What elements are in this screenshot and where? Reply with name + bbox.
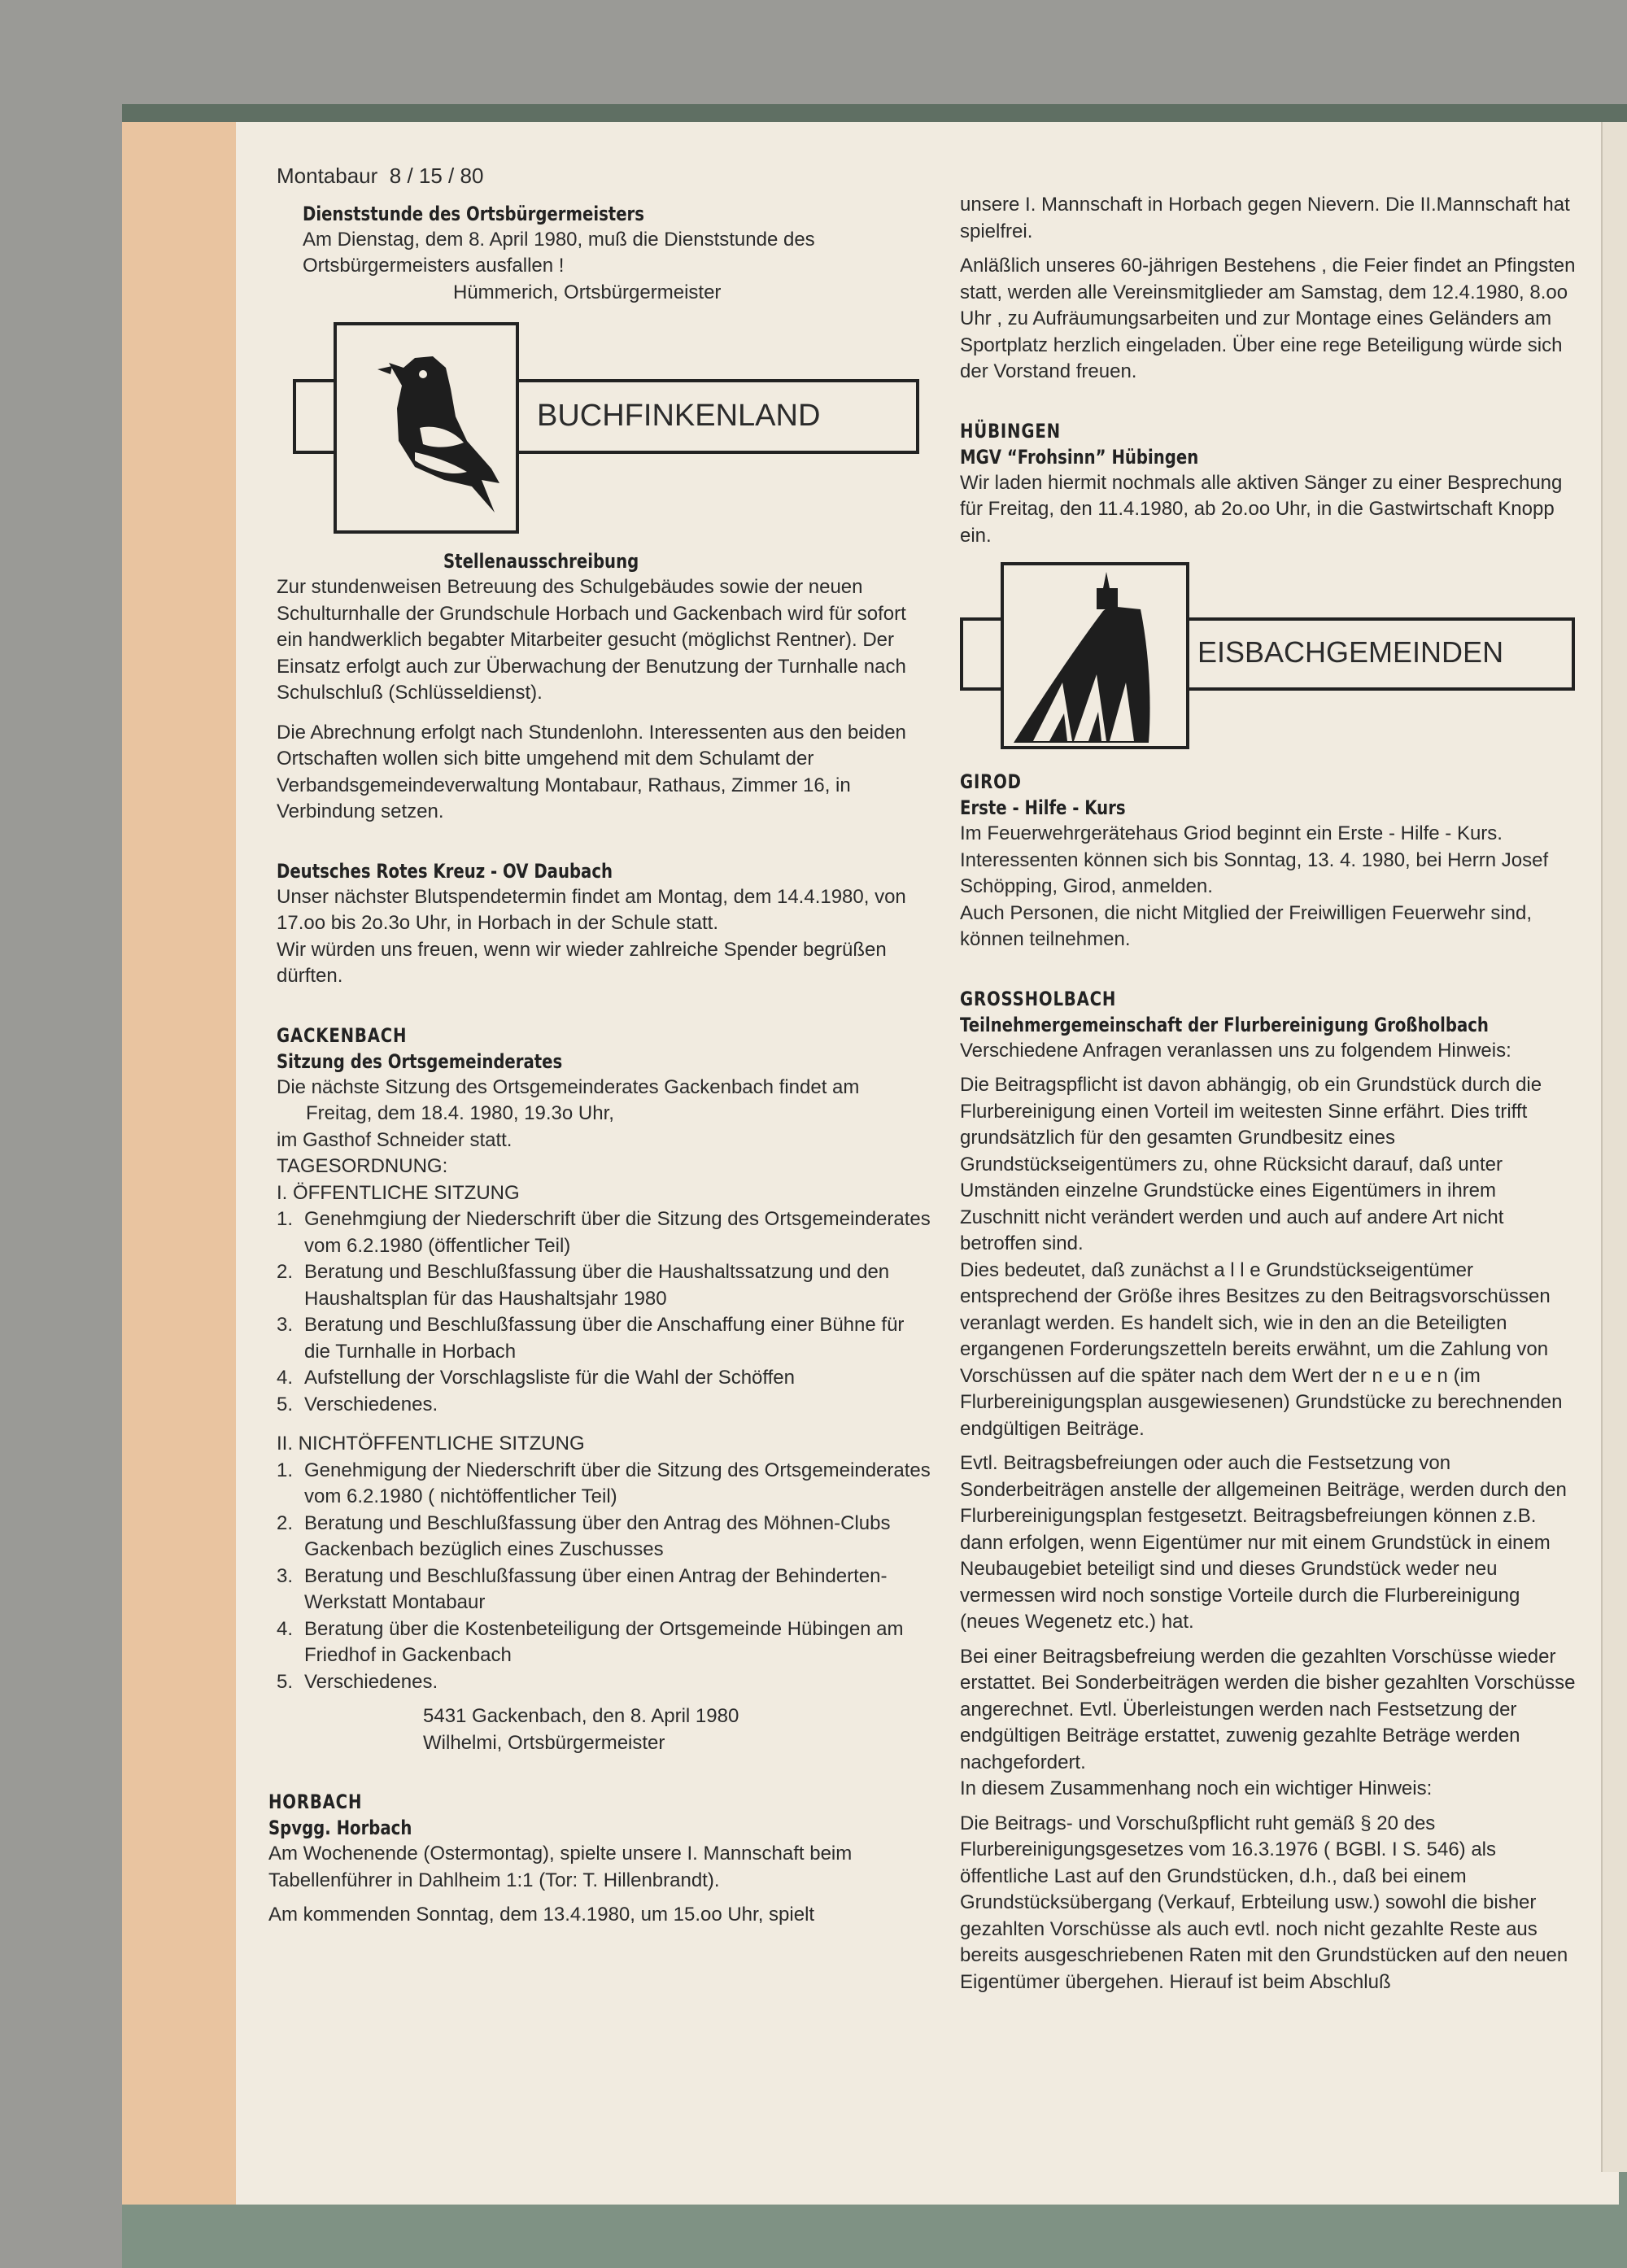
item-number: 2. xyxy=(277,1511,294,1534)
paragraph: Bei einer Beitragsbefreiung werden die gezahlten Vorschüsse wieder erstattet. Bei Sonderbeiträgen werden die bisher gezahlten Vorschüsse angerechnet. Evtl. Überleistungen werden nach Festsetzung der endgültigen Beiträge erstattet, zuwenig gezahlte Beträge werden nachgefordert. xyxy=(960,1645,1576,1773)
paragraph: Verschiedene Anfragen veranlassen uns zu folgendem Hinweis: xyxy=(960,1039,1511,1062)
agenda-section-public: I. ÖFFENTLICHE SITZUNG xyxy=(277,1181,520,1204)
item-number: 2. xyxy=(277,1261,294,1283)
paragraph: unsere I. Mannschaft in Horbach gegen Nievern. Die II.Mannschaft hat spielfrei. xyxy=(960,194,1570,242)
paragraph: Im Feuerwehrgerätehaus Griod beginnt ein Erste - Hilfe - Kurs. Interessenten können sich bis Sonntag, 13. 4. 1980, bei Herrn Josef Schöpping, Girod, anmelden. xyxy=(960,822,1549,897)
item-text: Beratung und Beschlußfassung über die Haushaltssatzung und den Haushaltsplan für das Haushaltsjahr 1980 xyxy=(304,1261,890,1310)
location-heading: HÜBINGEN xyxy=(960,419,1061,443)
item-number: 5. xyxy=(277,1670,294,1693)
right-column xyxy=(960,192,1578,1995)
header-issue: 8 / 15 / 80 xyxy=(389,164,484,188)
paragraph: Unser nächster Blutspendetermin findet am Montag, dem 14.4.1980, von 17.oo bis 2o.3o Uhr, in Horbach in der Schule statt. xyxy=(277,885,906,934)
section-grossholbach xyxy=(960,986,1578,1996)
paragraph: Auch Personen, die nicht Mitglied der Freiwilligen Feuerwehr sind, können teilnehmen. xyxy=(960,901,1533,950)
list-item xyxy=(277,1206,936,1259)
signature-name: Wilhelmi, Ortsbürgermeister xyxy=(423,1731,665,1754)
header-location: Montabaur xyxy=(277,164,378,188)
signature-place: 5431 Gackenbach, den 8. April 1980 xyxy=(423,1705,739,1727)
item-number: 3. xyxy=(277,1564,294,1587)
section-title: Erste - Hilfe - Kurs xyxy=(960,796,1126,819)
item-text: Aufstellung der Vorschlagsliste für die Wahl der Schöffen xyxy=(304,1367,795,1389)
item-number: 4. xyxy=(277,1367,294,1389)
section-title: Stellenausschreibung xyxy=(443,550,639,573)
location-heading: GIROD xyxy=(960,770,1022,793)
item-text: Beratung und Beschlußfassung über den Antrag des Möhnen-Clubs Gackenbach bezüglich eines Zuschusses xyxy=(304,1511,891,1560)
section-title: Sitzung des Ortsgemeinderates xyxy=(277,1049,563,1073)
item-text: Verschiedenes. xyxy=(304,1670,438,1693)
section-horbach xyxy=(268,1789,936,1929)
page-stack-edge xyxy=(122,122,244,2205)
logo-eisbachgemeinden xyxy=(960,560,1578,756)
paragraph: Die Beitragspflicht ist davon abhängig, ob ein Grundstück durch die Flurbereinigung einen Vorteil im weitesten Sinne erfährt. Dies trifft grundsätzlich für den gesamten Grundbesitz eines Grundstückseigentümers zu, ohne Rücksicht darauf, daß unter Umständen einzelne Grundstücke eines Eigentümers in ihrem Zuschnitt nicht verändert werden und auch auf andere Art nicht betroffen sind. xyxy=(960,1074,1542,1254)
section-girod xyxy=(960,769,1578,953)
paragraph: Wir würden uns freuen, wenn wir wieder zahlreiche Spender begrüßen dürften. xyxy=(277,938,887,987)
list-item xyxy=(277,1458,936,1511)
item-text: Genehmigung der Niederschrift über die Sitzung des Ortsgemeinderates vom 6.2.1980 ( nichtöffentlicher Teil) xyxy=(304,1459,931,1507)
paragraph: Die Abrechnung erfolgt nach Stundenlohn. Interessenten aus den beiden Ortschaften wollen sich bitte umgehend mit dem Schulamt der Verbandsgemeindeverwaltung Montabaur, Rathaus, Zimmer 16, in Verbindung setzen. xyxy=(277,721,906,822)
item-number: 1. xyxy=(277,1208,294,1230)
location-heading: HORBACH xyxy=(268,1790,363,1813)
item-number: 4. xyxy=(277,1617,294,1640)
section-title: MGV “Frohsinn” Hübingen xyxy=(960,445,1199,469)
agenda-section-private: II. NICHTÖFFENTLICHE SITZUNG xyxy=(277,1433,585,1455)
section-text: Am Dienstag, dem 8. April 1980, muß die Dienststunde des Ortsbürgermeisters ausfallen ! xyxy=(303,228,815,277)
paragraph: Die nächste Sitzung des Ortsgemeinderates Gackenbach findet am xyxy=(277,1075,860,1098)
paragraph: Die Beitrags- und Vorschußpflicht ruht gemäß § 20 des Flurbereinigungsgesetzes vom 16.3.1976 ( BGBl. I S. 546) als öffentliche Last auf den Grundstücken, d.h., daß bei einem Grundstücksübergang (Verkauf, Erbteilung usw.) sowohl die bisher gezahlten Vorschüsse als auch evtl. noch nicht gezahlte Reste aus bereits ausgeschriebenen Raten mit den Grundstücken auf den neuen Eigentümer übergehen. Hierauf ist beim Abschluß xyxy=(960,1812,1568,1993)
list-item xyxy=(277,1365,936,1392)
page-header xyxy=(277,163,936,190)
paragraph: Evtl. Beitragsbefreiungen oder auch die Festsetzung von Sonderbeiträgen anstelle der allgemeinen Beiträge, werden durch den Flurbereinigungsplan festgesetzt. Beitragsbefreiungen können z.B. dann erfolgen, wenn Eigentümer nur mit einem Grundstück in einem Neubaugebiet beteiligt sind und dieses Grundstück weder neu vermessen wird noch sonstige Vorteile durch die Flurbereinigung (neues Wegenetz etc.) hat. xyxy=(960,1452,1567,1633)
list-item xyxy=(277,1392,936,1419)
list-item xyxy=(277,1669,936,1696)
section-dienststunde xyxy=(277,201,936,307)
item-text: Verschiedenes. xyxy=(304,1393,438,1415)
section-drk xyxy=(277,858,936,990)
item-number: 1. xyxy=(277,1459,294,1481)
adjacent-page-edge xyxy=(1601,122,1627,2172)
section-title: Spvgg. Horbach xyxy=(268,1817,412,1839)
paragraph: Dies bedeutet, daß zunächst a l l e Grundstückseigentümer entsprechend der Größe ihres Besitzes zu den Beitragsvorschüssen veranlagt werden. Es handelt sich, wie in den an die Beteiligten ergangenen Forderungszetteln bereits erwähnt, um die Zahlung von Vorschüssen auf die später nach dem Wert der n e u e n (im Flurbereinigungsplan ausgewiesenen) Grundstücke zu berechnenden endgültigen Beiträge. xyxy=(960,1258,1563,1440)
section-stellenausschreibung xyxy=(277,548,936,826)
paragraph: Am Wochenende (Ostermontag), spielte unsere I. Mannschaft beim Tabellenführer in Dahlheim 1:1 (Tor: T. Hillenbrandt). xyxy=(268,1843,853,1891)
list-item xyxy=(277,1511,936,1564)
logo-buchfinkenland xyxy=(293,321,936,540)
left-column xyxy=(268,163,936,1929)
section-title: Teilnehmergemeinschaft der Flurbereinigung Großholbach xyxy=(960,1013,1489,1036)
section-title: Dienststunde des Ortsbürgermeisters xyxy=(303,202,644,225)
location-heading: GROSSHOLBACH xyxy=(960,987,1117,1010)
paragraph: Zur stundenweisen Betreuung des Schulgebäudes sowie der neuen Schulturnhalle der Grundschule Horbach und Gackenbach wird für sofort ein handwerklich begabter Mitarbeiter gesucht (möglichst Rentner). Der Einsatz erfolgt auch zur Überwachung der Benutzung der Turnhalle nach Schulschluß (Schlüsseldienst). xyxy=(277,576,906,704)
location-heading: GACKENBACH xyxy=(277,1023,408,1047)
paragraph: In diesem Zusammenhang noch ein wichtiger Hinweis: xyxy=(960,1777,1433,1799)
logo-label: EISBACHGEMEINDEN xyxy=(1197,635,1504,669)
paragraph: Am kommenden Sonntag, dem 13.4.1980, um 15.oo Uhr, spielt xyxy=(268,1904,815,1926)
meeting-place: im Gasthof Schneider statt. xyxy=(277,1128,513,1151)
list-item xyxy=(277,1616,936,1669)
item-text: Beratung und Beschlußfassung über einen Antrag der Behinderten-Werkstatt Montabaur xyxy=(304,1564,888,1613)
logo-label: BUCHFINKENLAND xyxy=(537,399,821,433)
section-huebingen xyxy=(960,418,1578,550)
item-text: Beratung über die Kostenbeteiligung der Ortsgemeinde Hübingen am Friedhof in Gackenbach xyxy=(304,1617,904,1666)
meeting-date: Freitag, dem 18.4. 1980, 19.3o Uhr, xyxy=(306,1102,614,1124)
agenda-list-public xyxy=(277,1206,936,1418)
section-horbach-continued xyxy=(960,192,1578,386)
paragraph: Wir laden hiermit nochmals alle aktiven Sänger zu einer Besprechung für Freitag, den 11.4.1980, ab 2o.oo Uhr, in die Gastwirtschaft Knopp ein. xyxy=(960,471,1563,547)
agenda-list-private xyxy=(277,1458,936,1696)
list-item xyxy=(277,1259,936,1312)
list-item xyxy=(277,1564,936,1616)
item-number: 3. xyxy=(277,1314,294,1336)
item-number: 5. xyxy=(277,1393,294,1415)
list-item xyxy=(277,1312,936,1365)
section-title: Deutsches Rotes Kreuz - OV Daubach xyxy=(277,859,613,883)
signature: Hümmerich, Ortsbürgermeister xyxy=(453,281,722,303)
paragraph: Anläßlich unseres 60-jährigen Bestehens , die Feier findet an Pfingsten statt, werden alle Vereinsmitglieder am Samstag, dem 12.4.1980, 8.oo Uhr , zu Aufräumungsarbeiten und zur Montage eines Geländers am Sportplatz herzlich eingeladen. Über eine rege Beteiligung würde sich der Vorstand freuen. xyxy=(960,255,1576,382)
item-text: Beratung und Beschlußfassung über die Anschaffung einer Bühne für die Turnhalle in Horbach xyxy=(304,1314,905,1363)
section-gackenbach xyxy=(277,1023,936,1757)
item-text: Genehmgiung der Niederschrift über die Sitzung des Ortsgemeinderates vom 6.2.1980 (öffentlicher Teil) xyxy=(304,1208,931,1257)
agenda-label: TAGESORDNUNG: xyxy=(277,1155,448,1177)
